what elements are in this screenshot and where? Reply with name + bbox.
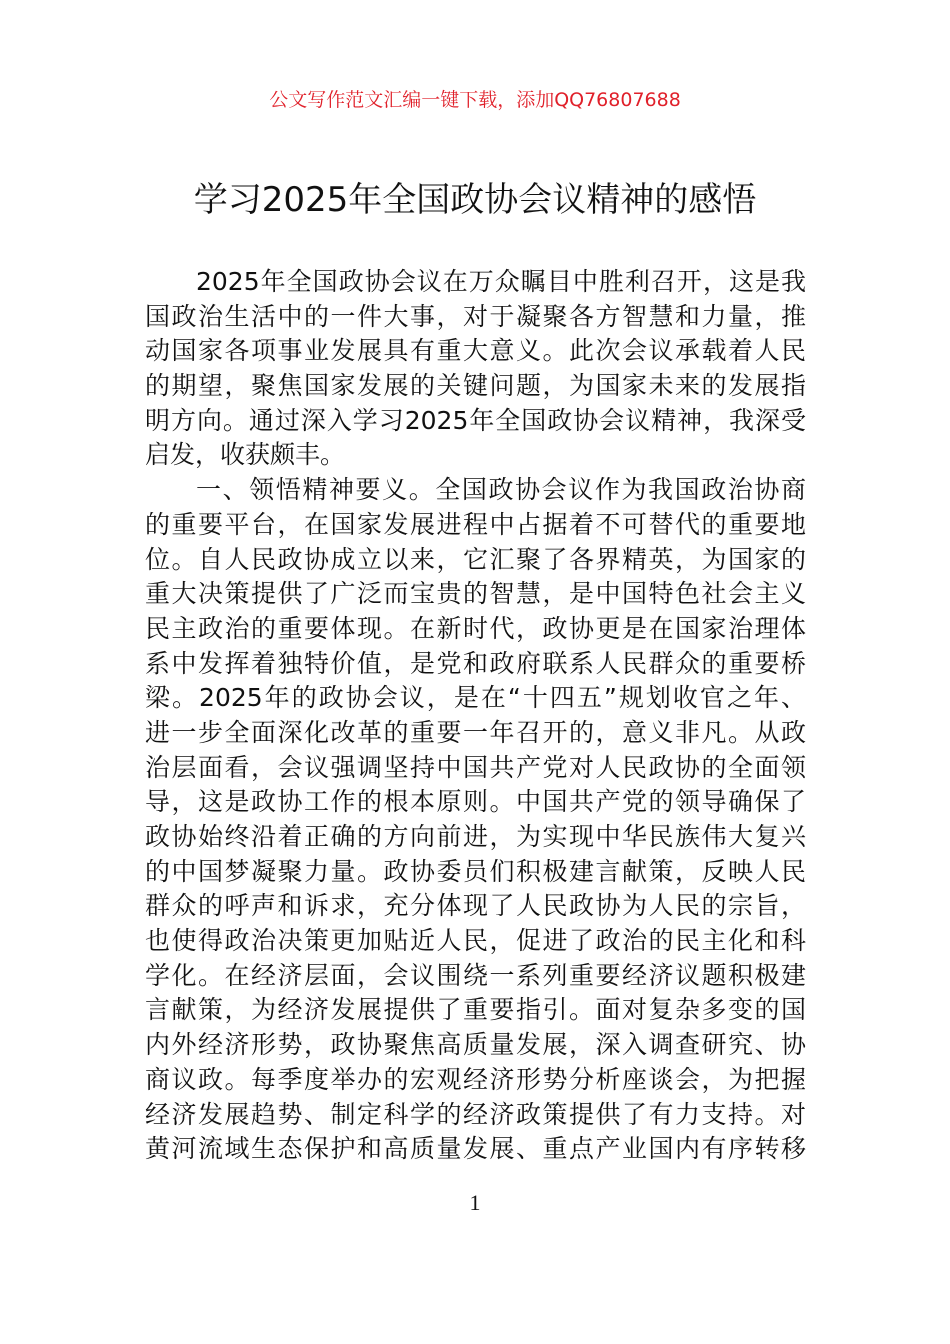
text-line: 国政治生活中的一件大事，对于凝聚各方智慧和力量，推 xyxy=(145,301,806,331)
text-line: 导，这是政协工作的根本原则。中国共产党的领导确保了 xyxy=(145,787,806,817)
download-notice: 公文写作范文汇编一键下载，添加QQ76807688 xyxy=(269,89,681,111)
text-line: 梁。2025年的政协会议，是在“十四五”规划收官之年、 xyxy=(145,683,806,713)
text-line: 群众的呼声和诉求，充分体现了人民政协为人民的宗旨， xyxy=(145,891,806,921)
text-line: 的期望，聚焦国家发展的关键问题，为国家未来的发展指 xyxy=(145,371,806,401)
text-line: 系中发挥着独特价值，是党和政府联系人民群众的重要桥 xyxy=(145,648,806,678)
text-line: 的中国梦凝聚力量。政协委员们积极建言献策，反映人民 xyxy=(145,856,806,886)
text-line: 进一步全面深化改革的重要一年召开的，意义非凡。从政 xyxy=(145,717,806,747)
text-line: 民主政治的重要体现。在新时代，政协更是在国家治理体 xyxy=(145,613,806,643)
text-line: 商议政。每季度举办的宏观经济形势分析座谈会，为把握 xyxy=(145,1064,806,1094)
text-line: 黄河流域生态保护和高质量发展、重点产业国内有序转移 xyxy=(145,1134,806,1164)
paragraph-section-1 xyxy=(145,473,806,1167)
text-line: 学化。在经济层面，会议围绕一系列重要经济议题积极建 xyxy=(145,960,806,990)
text-line: 2025年全国政协会议在万众瞩目中胜利召开，这是我 xyxy=(196,267,806,296)
text-line: 动国家各项事业发展具有重大意义。此次会议承载着人民 xyxy=(145,336,806,366)
text-line: 政协始终沿着正确的方向前进，为实现中华民族伟大复兴 xyxy=(145,822,806,851)
page-number: 1 xyxy=(469,1190,481,1215)
text-line: 也使得政治决策更加贴近人民，促进了政治的民主化和科 xyxy=(145,926,806,956)
text-line: 经济发展趋势、制定科学的经济政策提供了有力支持。对 xyxy=(145,1099,806,1129)
text-line: 的重要平台，在国家发展进程中占据着不可替代的重要地 xyxy=(145,509,806,539)
document-body xyxy=(145,265,806,1167)
text-line: 重大决策提供了广泛而宝贵的智慧，是中国特色社会主义 xyxy=(145,579,806,609)
text-line: 位。自人民政协成立以来，它汇聚了各界精英，为国家的 xyxy=(145,544,806,574)
text-line: 内外经济形势，政协聚焦高质量发展，深入调查研究、协 xyxy=(145,1030,806,1060)
text-line: 启发，收获颇丰。 xyxy=(145,440,346,470)
paragraph-intro xyxy=(145,265,806,473)
document-title: 学习2025年全国政协会议精神的感悟 xyxy=(193,180,757,220)
text-line: 言献策，为经济发展提供了重要指引。面对复杂多变的国 xyxy=(145,995,806,1025)
text-line: 明方向。通过深入学习2025年全国政协会议精神，我深受 xyxy=(145,405,806,435)
text-line: 一、领悟精神要义。全国政协会议作为我国政治协商 xyxy=(196,475,806,505)
text-line: 治层面看，会议强调坚持中国共产党对人民政协的全面领 xyxy=(145,752,806,782)
